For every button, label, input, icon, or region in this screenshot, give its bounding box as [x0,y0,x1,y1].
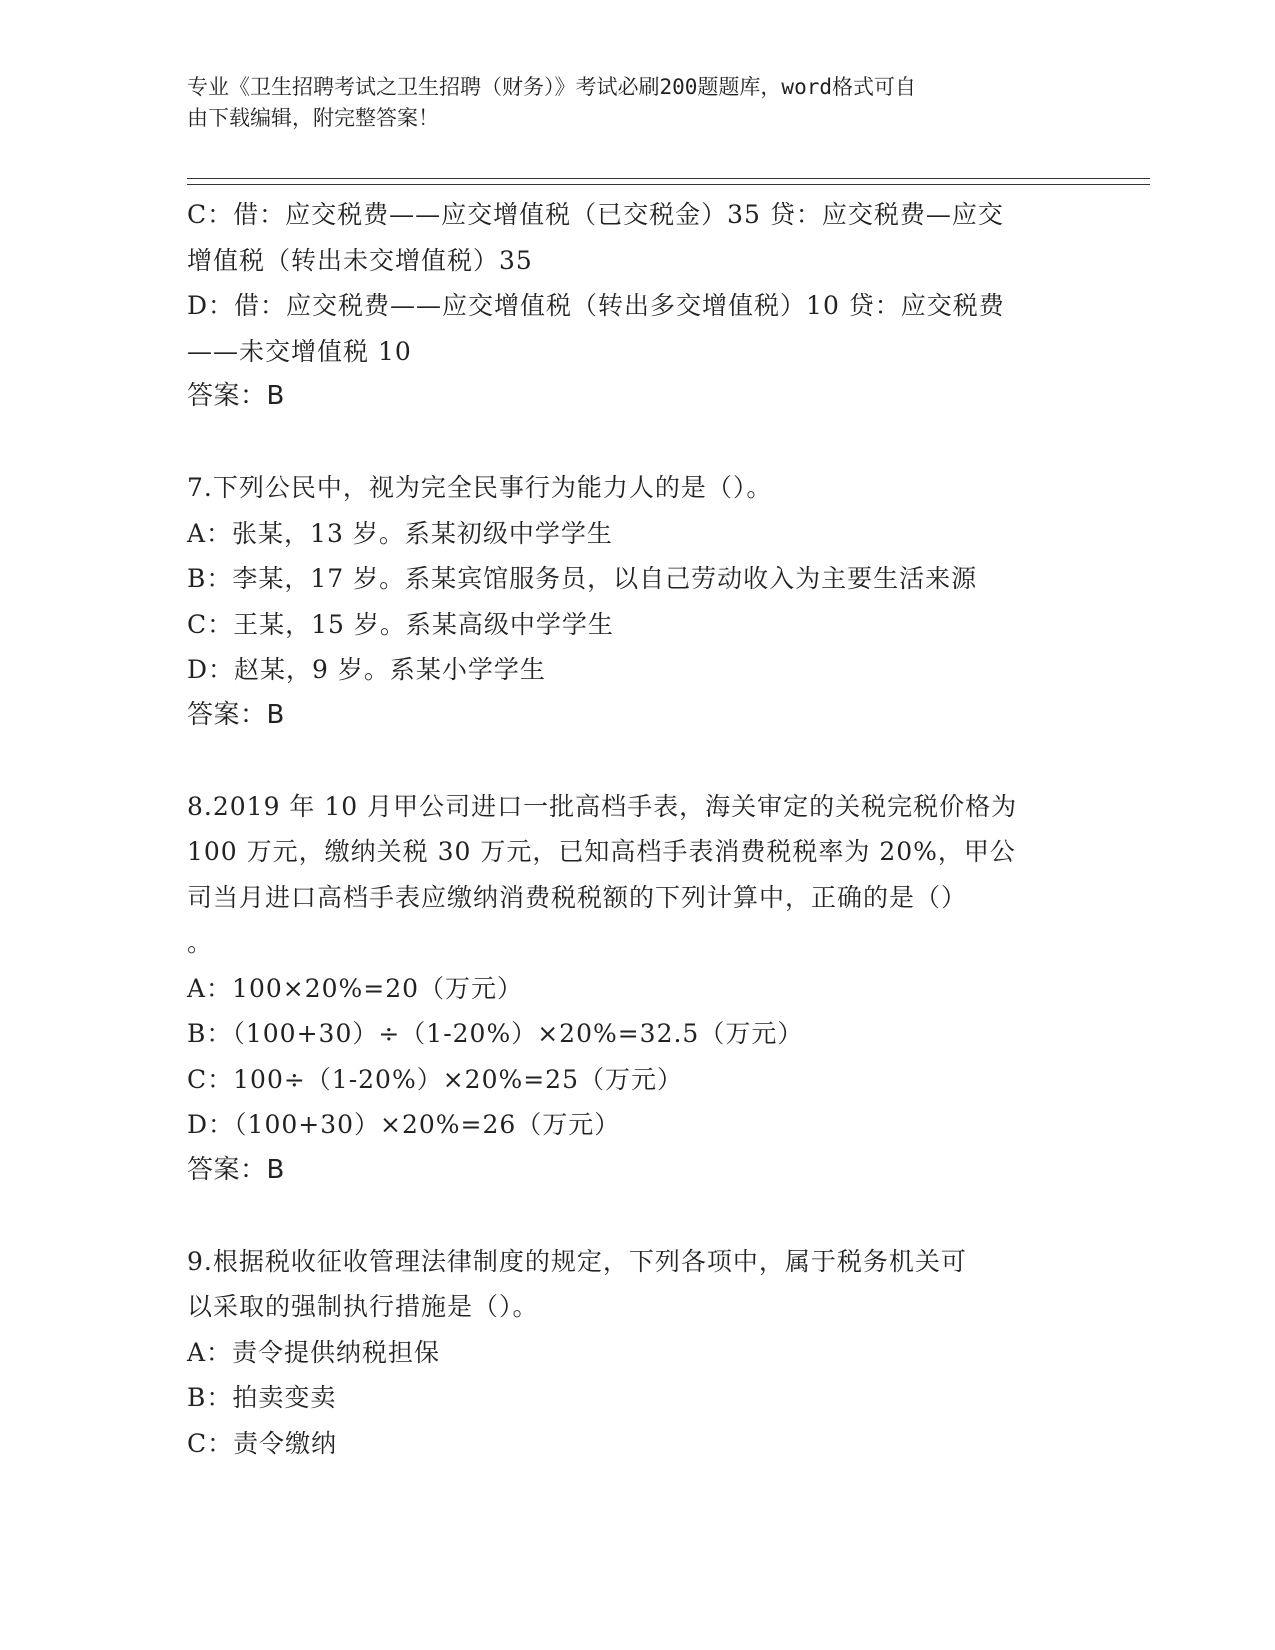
option-c: C：责令缴纳 [187,1428,338,1458]
header-title-line-1: 专业《卫生招聘考试之卫生招聘（财务）》考试必刷200题题库，word格式可自 [187,75,916,99]
option-c: C：100÷（1-20%）×20%=25（万元） [187,1064,683,1094]
spacer [187,420,1087,466]
option-a: A：张某，13 岁。系某初级中学学生 [187,518,613,548]
question-8 [187,784,1087,1194]
answer-line: 答案：B [187,699,285,730]
document-header [187,72,1067,134]
header-divider-bottom [187,184,1150,185]
question-stem-line-2: 100 万元，缴纳关税 30 万元，已知高档手表消费税税率为 20%，甲公 [187,837,1016,866]
option-b: B：李某，17 岁。系某宾馆服务员，以自己劳动收入为主要生活来源 [187,564,978,593]
header-title-line-2: 由下载编辑，附完整答案！ [187,106,439,130]
question-stem-line-1: 9.根据税收征收管理法律制度的规定，下列各项中，属于税务机关可 [187,1246,967,1276]
question-stem-line-4: 。 [187,928,214,957]
option-a: A：责令提供纳税担保 [187,1337,441,1367]
option-d: D：（100+30）×20%=26（万元） [187,1110,621,1139]
option-d-line-2: ——未交增值税 10 [187,336,412,366]
question-stem: 7.下列公民中，视为完全民事行为能力人的是（）。 [187,473,773,502]
option-a: A：100×20%=20（万元） [187,973,524,1003]
option-c-line-1: C：借：应交税费——应交增值税（已交税金）35 贷：应交税费—应交 [187,200,1004,229]
option-d-line-1: D：借：应交税费——应交增值税（转出多交增值税）10 贷：应交税费 [187,291,1005,320]
spacer [187,738,1087,784]
question-stem-line-1: 8.2019 年 10 月甲公司进口一批高档手表，海关审定的关税完税价格为 [187,791,1018,821]
option-c: C：王某，15 岁。系某高级中学学生 [187,609,614,639]
option-b: B：（100+30）÷（1-20%）×20%=32.5（万元） [187,1019,804,1048]
question-stem-line-3: 司当月进口高档手表应缴纳消费税税额的下列计算中，正确的是（） [187,882,968,912]
option-c-line-2: 增值税（转出未交增值税）35 [187,245,533,275]
question-9 [187,1239,1087,1467]
question-content [187,192,1087,1466]
header-divider-top [187,178,1150,179]
spacer [187,1193,1087,1239]
question-7 [187,465,1087,738]
question-6-tail [187,192,1087,420]
question-stem-line-2: 以采取的强制执行措施是（）。 [187,1292,539,1321]
option-d: D：赵某，9 岁。系某小学学生 [187,655,546,684]
answer-line: 答案：B [187,381,285,411]
option-b: B：拍卖变卖 [187,1383,337,1412]
answer-line: 答案：B [187,1154,285,1185]
